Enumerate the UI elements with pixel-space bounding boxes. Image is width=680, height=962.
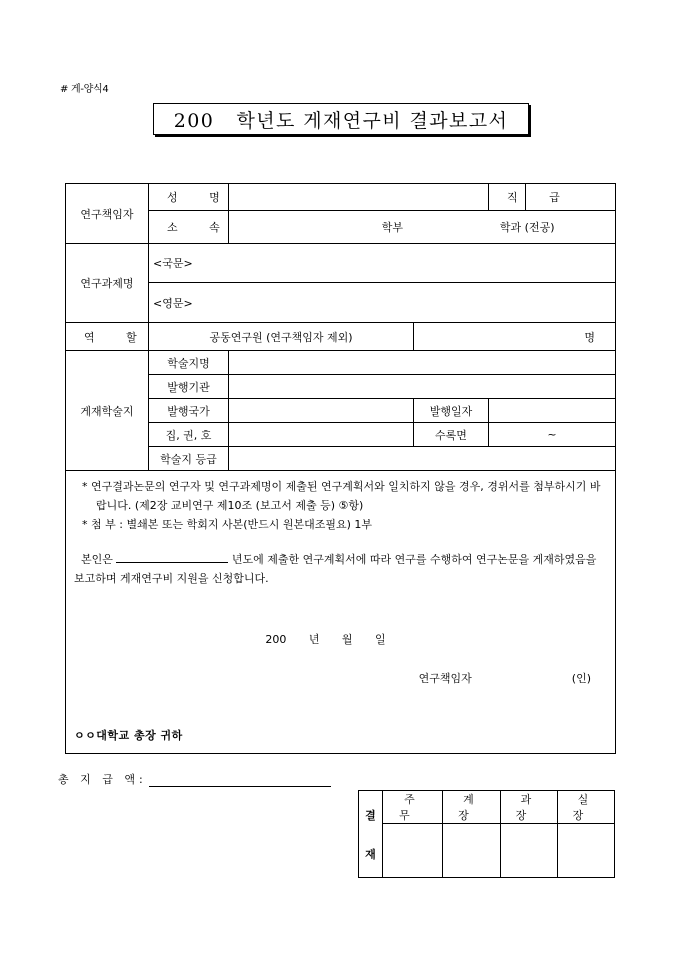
publisher-field[interactable]	[229, 375, 616, 399]
korean-placeholder: <국문>	[153, 257, 193, 270]
project-section-label: 연구과제명	[66, 244, 149, 323]
form-number: # 게-양식4	[60, 84, 109, 95]
approval-col-section-head: 과 장	[501, 791, 558, 824]
pub-date-field[interactable]	[489, 399, 616, 423]
co-researcher-count-field[interactable]	[414, 323, 616, 351]
approval-sign-section-head[interactable]	[501, 824, 558, 878]
approval-sign-director[interactable]	[558, 824, 615, 878]
pages-label: 수록면	[414, 423, 489, 447]
school-unit: 학부	[381, 221, 403, 234]
approval-table	[358, 790, 615, 878]
signature-label: 연구책임자	[418, 672, 472, 685]
pages-field[interactable]	[489, 423, 616, 447]
page-title-text: 200 학년도 게재연구비 결과보고서	[173, 109, 509, 132]
publisher-label: 발행기관	[149, 375, 229, 399]
signature-line	[74, 669, 607, 688]
journal-name-field[interactable]	[229, 351, 616, 375]
country-field[interactable]	[229, 399, 414, 423]
declaration-prefix: 본인은	[81, 553, 113, 566]
affiliation-field[interactable]	[229, 211, 616, 244]
declaration-suffix: 년도에 제출한 연구계획서에 따라 연구를 수행하여 연구논문을 게재하였음을 보고하며 게재연구비 지원을 신청합니다.	[74, 553, 597, 585]
name-field[interactable]	[229, 184, 489, 211]
volume-field[interactable]	[229, 423, 414, 447]
approval-col-manager: 주 무	[383, 791, 443, 824]
co-researcher-label: 공동연구원 (연구책임자 제외)	[149, 323, 414, 351]
pages-separator: ~	[547, 428, 557, 441]
english-placeholder: <영문>	[153, 296, 193, 310]
country-label: 발행국가	[149, 399, 229, 423]
dept-unit: 학과 (전공)	[499, 221, 555, 234]
year-blank[interactable]	[116, 553, 228, 563]
affiliation-label: 소 속	[149, 211, 229, 244]
approval-col-chief: 계 장	[443, 791, 501, 824]
date-line: 200 년 월 일	[265, 633, 386, 646]
seal-mark: (인)	[571, 672, 591, 685]
approval-side	[359, 791, 383, 878]
journal-section-label: 게재학술지	[66, 351, 149, 471]
approval-col-director: 실 장	[558, 791, 615, 824]
total-amount-field[interactable]	[149, 774, 331, 787]
page-title	[153, 103, 529, 135]
declaration	[74, 550, 607, 588]
total-amount	[58, 771, 331, 787]
position-label: 직 급	[489, 184, 526, 211]
grade-field[interactable]	[229, 447, 616, 471]
addressee: ㅇㅇ대학교 총장 귀하	[74, 729, 183, 742]
researcher-section-label: 연구책임자	[66, 184, 149, 244]
note-attachment: * 첨 부 : 별쇄본 또는 학회지 사본(반드시 원본대조필요) 1부	[82, 518, 373, 531]
role-label: 역 할	[66, 323, 149, 351]
approval-side-top: 결	[365, 808, 376, 822]
statement-area	[66, 471, 616, 754]
count-unit: 명	[584, 330, 595, 344]
total-amount-label: 총 지 급 액:	[58, 773, 147, 786]
report-form-table	[65, 183, 616, 754]
name-label: 성 명	[149, 184, 229, 211]
journal-name-label: 학술지명	[149, 351, 229, 375]
note-mismatch: * 연구결과논문의 연구자 및 연구과제명이 제출된 연구계획서와 일치하지 않을 경우, 경위서를 첨부하시기 바랍니다. (제2장 교비연구 제10조 (보고서 제출 등) ⑤항)	[82, 480, 601, 512]
english-title-field[interactable]	[149, 283, 616, 323]
approval-sign-manager[interactable]	[383, 824, 443, 878]
approval-sign-chief[interactable]	[443, 824, 501, 878]
pub-date-label: 발행일자	[414, 399, 489, 423]
korean-title-field[interactable]	[149, 244, 616, 283]
grade-label: 학술지 등급	[149, 447, 229, 471]
volume-label: 집, 권, 호	[149, 423, 229, 447]
approval-side-bottom: 재	[365, 847, 376, 861]
